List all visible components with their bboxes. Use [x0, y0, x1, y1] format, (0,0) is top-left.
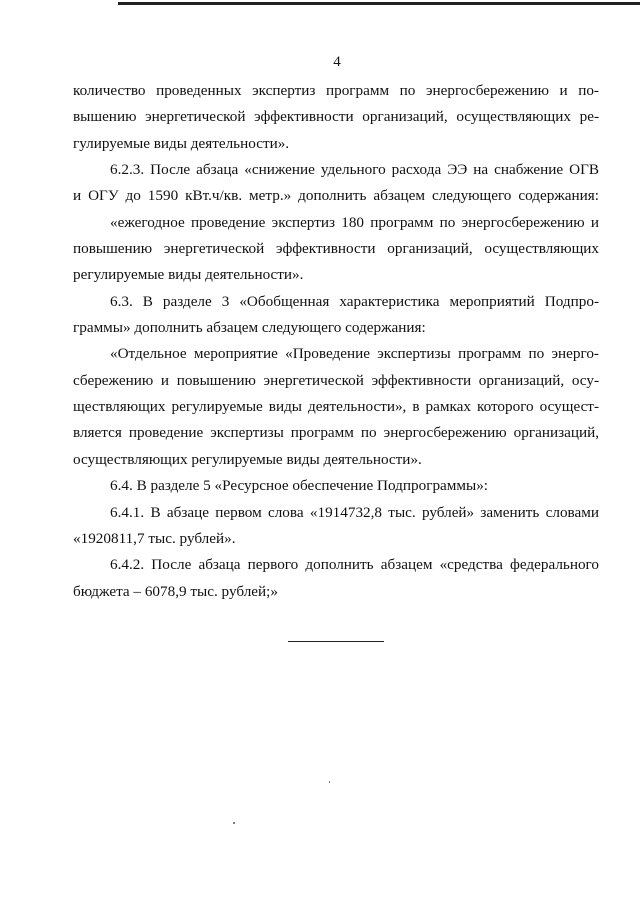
- text-line: «Отдельное мероприятие «Проведение экспертизы программ по энерго-: [110, 345, 599, 363]
- text-line: гулируемые виды деятельности».: [73, 134, 290, 152]
- text-line: «ежегодное проведение экспертиз 180 программ по энергосбережению и: [110, 213, 599, 231]
- text-line: граммы» дополнить абзацем следующего содержания:: [73, 319, 426, 337]
- text-line: повышению энергетической эффективности организаций, осуществляющих: [73, 240, 599, 258]
- text-line: 6.3. В разделе 3 «Обобщенная характеристика мероприятий Подпро-: [110, 292, 599, 310]
- text-line: бюджета – 6078,9 тыс. рублей;»: [73, 582, 278, 600]
- scan-speck: [233, 822, 235, 824]
- text-line: «1920811,7 тыс. рублей».: [73, 529, 236, 547]
- text-line: количество проведенных экспертиз программ по энергосбережению и по-: [73, 82, 599, 99]
- text-line: и ОГУ до 1590 кВт.ч/кв. метр.» дополнить абзацем следующего содержания:: [73, 187, 599, 205]
- text-line: сбережению и повышению энергетической эффективности организаций, осу-: [73, 371, 599, 389]
- top-border-line: [118, 2, 640, 5]
- text-line: 6.4.2. После абзаца первого дополнить абзацем «средства федерального: [110, 556, 599, 574]
- text-line: осуществляющих регулируемые виды деятельности».: [73, 450, 422, 468]
- text-line: 6.4.1. В абзаце первом слова «1914732,8 тыс. рублей» заменить словами: [110, 503, 599, 521]
- text-line: ществляющих регулируемые виды деятельности», в рамках которого осущест-: [73, 398, 599, 416]
- document-body: [73, 78, 599, 605]
- page-number: 4: [333, 54, 341, 70]
- text-line: 6.2.3. После абзаца «снижение удельного расхода ЭЭ на снабжение ОГВ: [110, 161, 599, 179]
- text-line: 6.4. В разделе 5 «Ресурсное обеспечение Подпрограммы»:: [110, 477, 489, 495]
- text-line: вышению энергетической эффективности организаций, осуществляющих ре-: [73, 108, 599, 126]
- text-line: вляется проведение экспертизы программ по энергосбережению организаций,: [73, 424, 599, 442]
- closing-rule: [288, 641, 384, 642]
- scan-speck: [329, 781, 330, 783]
- text-line: регулируемые виды деятельности».: [73, 266, 304, 284]
